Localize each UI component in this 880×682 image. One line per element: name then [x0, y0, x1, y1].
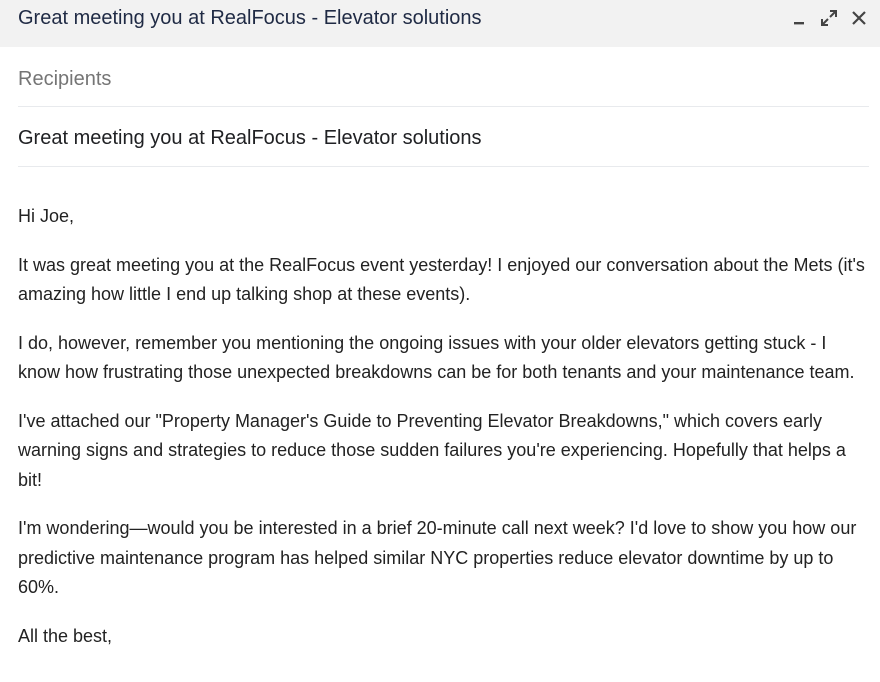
- compose-title: Great meeting you at RealFocus - Elevator solutions: [18, 7, 482, 29]
- body-paragraph: I'm wondering—would you be interested in a brief 20-minute call next week? I'd love to show you how our predictive maintenance program has helped similar NYC properties reduce elevator downtime by up to 60%.: [18, 518, 857, 597]
- window-controls: [784, 6, 874, 30]
- expand-icon: [820, 9, 838, 27]
- body-paragraph: I've attached our "Property Manager's Guide to Preventing Elevator Breakdowns," which covers early warning signs and strategies to reduce those sudden failures you're experiencing. Hopefully that helps a bit!: [18, 410, 846, 490]
- body-paragraph: It was great meeting you at the RealFocus event yesterday! I enjoyed our conversation about the Mets (it's amazing how little I end up talking shop at these events).: [18, 254, 865, 304]
- minimize-icon: [792, 11, 806, 25]
- message-body[interactable]: [18, 202, 868, 670]
- recipients-placeholder: Recipients: [18, 68, 112, 90]
- body-paragraph: All the best,: [18, 625, 113, 646]
- body-paragraph: I do, however, remember you mentioning the ongoing issues with your older elevators getting stuck - I know how frustrating those unexpected breakdowns can be for both tenants and your maintenance team.: [18, 332, 855, 382]
- expand-button[interactable]: [814, 6, 844, 30]
- subject-field[interactable]: [18, 108, 869, 167]
- close-icon: [851, 10, 867, 26]
- minimize-button[interactable]: [784, 6, 814, 30]
- recipients-field[interactable]: [18, 48, 869, 107]
- close-button[interactable]: [844, 6, 874, 30]
- subject-input[interactable]: Great meeting you at RealFocus - Elevator solutions: [18, 127, 482, 149]
- compose-title-bar[interactable]: [0, 0, 880, 47]
- body-paragraph: Hi Joe,: [18, 206, 75, 226]
